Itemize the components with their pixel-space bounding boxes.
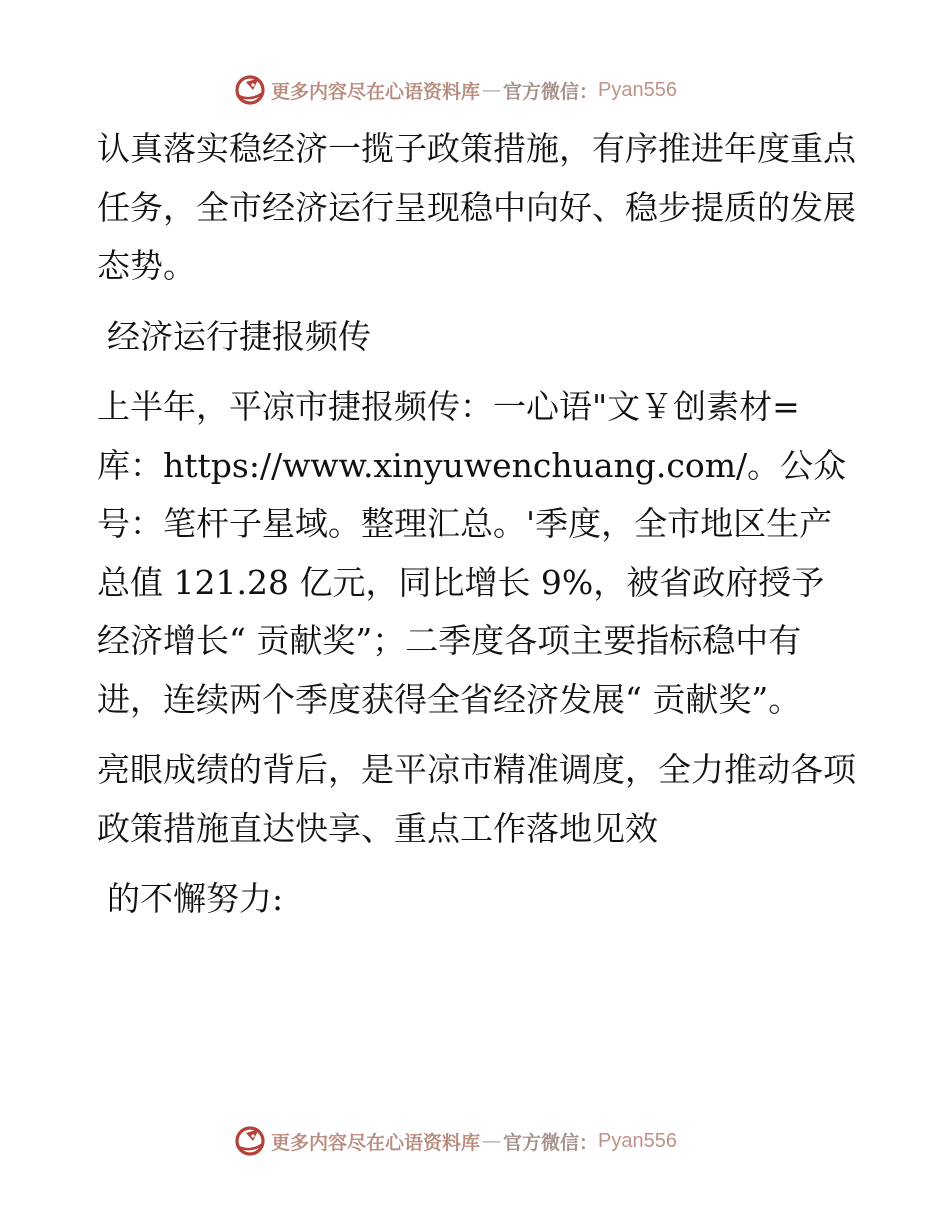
banner-contact-label: 官方微信： [503, 80, 599, 103]
paragraph-behind-results: 亮眼成绩的背后，是平凉市精准调度，全力推动各项政策措施直达快享、重点工作落地见效 [97, 750, 856, 848]
paragraph-intro: 认真落实稳经济一揽子政策措施，有序推进年度重点任务，全市经济运行呈现稳中向好、稳步提质的发展态势。 [97, 129, 856, 285]
footer-banner [0, 1121, 950, 1161]
header-banner [0, 70, 950, 110]
section-heading: 经济运行捷报频传 [107, 316, 371, 356]
banner-title: 更多内容尽在心语资料库 [271, 1131, 481, 1154]
paragraph-first-half-results: 上半年，平凉市捷报频传：一心语"文￥创素材=库：https://www.xinyuwenchuang.com/。公众号：笔杆子星域。整理汇总。'季度，全市地区生产总值 121.28 亿元，同比增长 9%，被省政府授予经济增长“ 贡献奖”；二季度各项主要指标稳中有进，连续两个季度获得全省经济发展“ 贡献奖”。 [97, 387, 847, 719]
banner-contact-id: Pyan556 [598, 78, 677, 101]
banner-title: 更多内容尽在心语资料库 [271, 80, 481, 103]
header-banner-inner [233, 70, 677, 110]
pen-logo-icon [233, 73, 267, 107]
pen-logo-icon [233, 1124, 267, 1158]
paragraph-efforts: 的不懈努力: [107, 879, 284, 918]
footer-banner-inner [233, 1121, 677, 1161]
document-body [97, 120, 857, 941]
banner-contact-id: Pyan556 [598, 1129, 677, 1152]
banner-dash: — [482, 1130, 502, 1152]
banner-dash: — [482, 79, 502, 101]
banner-contact-label: 官方微信： [503, 1131, 599, 1154]
